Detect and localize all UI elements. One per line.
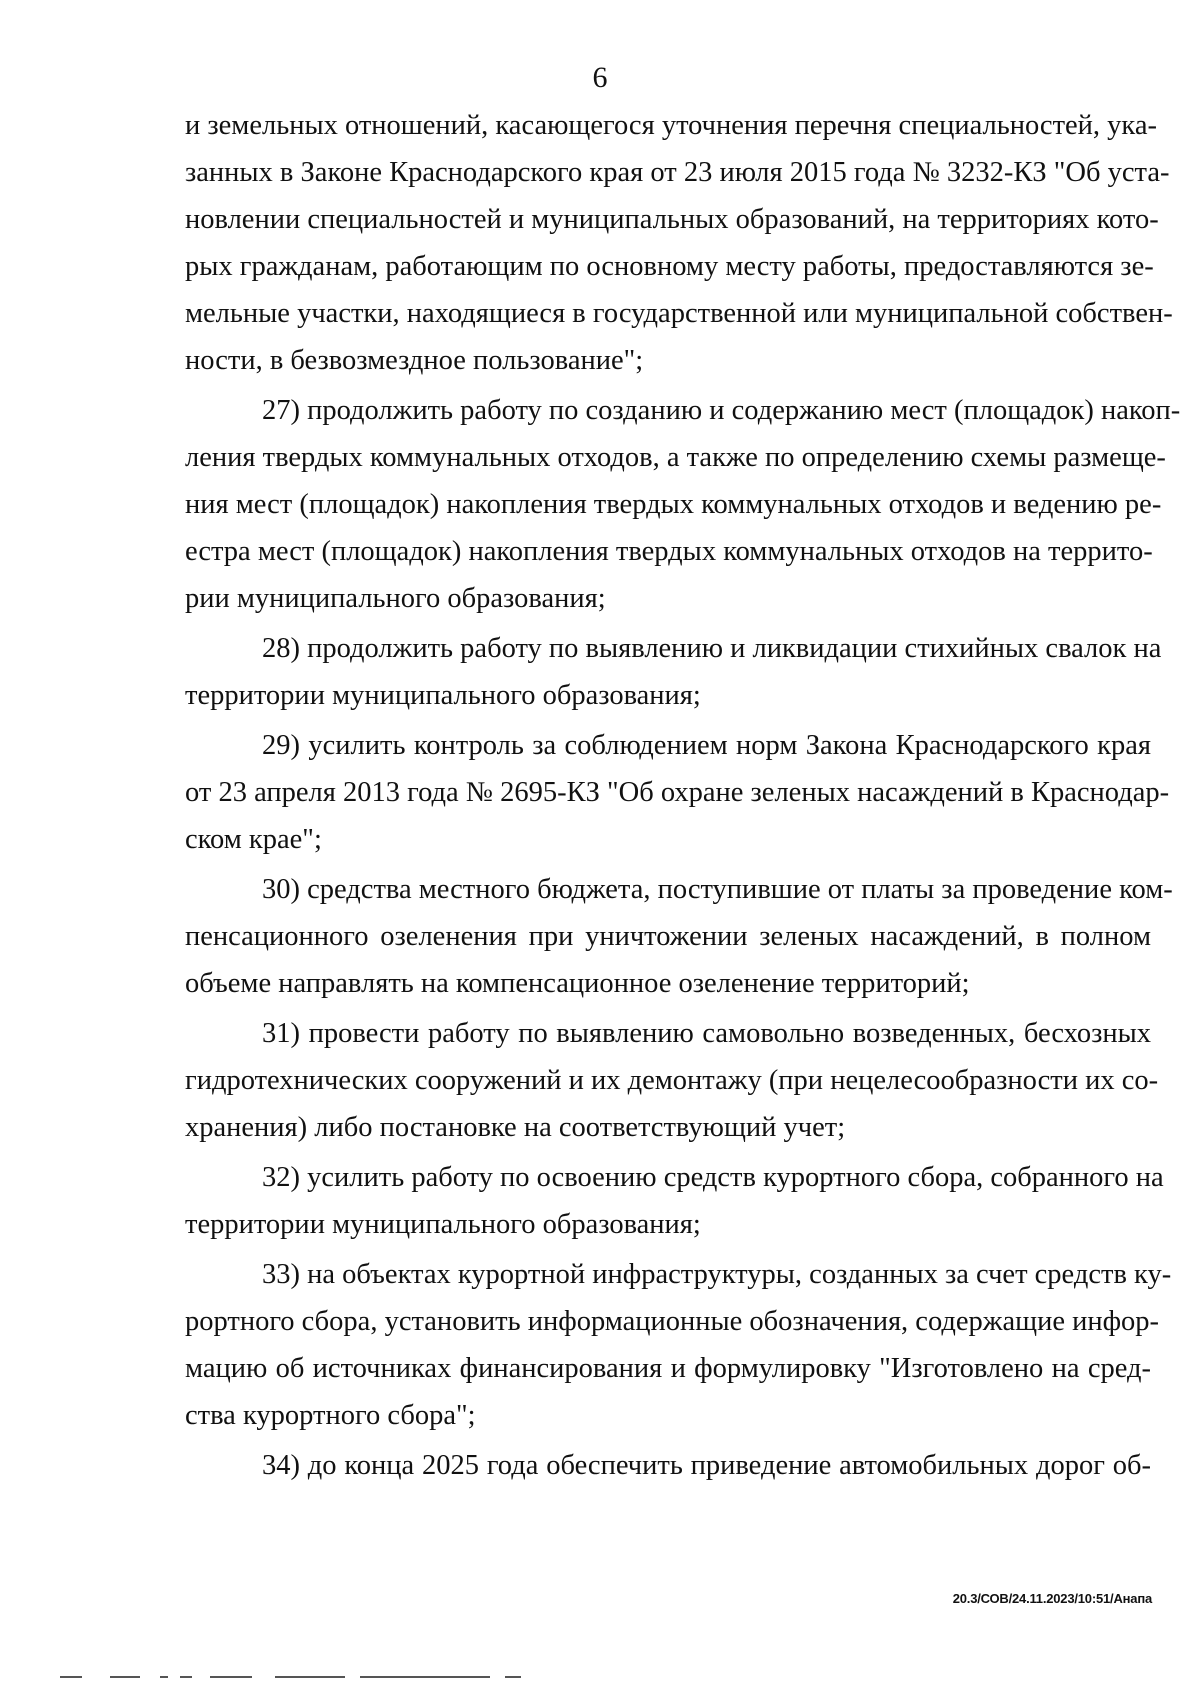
paragraph-28-start: 28) продолжить работу по выявлению и ликвидации стихийных свалок на — [262, 633, 1162, 664]
text-line: хранения) либо постановке на соответствующий учет; — [185, 1112, 846, 1143]
paragraph-31-start: 31) провести работу по выявлению самовольно возведенных, бесхозных — [262, 1018, 1151, 1049]
text-line: ления твердых коммунальных отходов, а также по определению схемы размеще- — [185, 442, 1166, 473]
text-line: мельные участки, находящиеся в государственной или муниципальной собствен- — [185, 298, 1173, 329]
text-line: рортного сбора, установить информационные обозначения, содержащие инфор- — [185, 1306, 1160, 1337]
text-line: занных в Законе Краснодарского края от 23 июля 2015 года № 3232-КЗ "Об уста- — [185, 157, 1170, 188]
text-line: ства курортного сбора"; — [185, 1400, 476, 1431]
text-line: естра мест (площадок) накопления твердых коммунальных отходов на террито- — [185, 536, 1153, 567]
text-line: территории муниципального образования; — [185, 1209, 701, 1240]
paragraph-34-start: 34) до конца 2025 года обеспечить приведение автомобильных дорог об- — [262, 1450, 1151, 1481]
text-line: объеме направлять на компенсационное озеленение территорий; — [185, 968, 970, 999]
paragraph-27-start: 27) продолжить работу по созданию и содержанию мест (площадок) накоп- — [262, 395, 1181, 426]
page-number: 6 — [592, 61, 608, 94]
text-line: рых гражданам, работающим по основному месту работы, предоставляются зе- — [185, 251, 1154, 282]
text-line: мацию об источниках финансирования и формулировку "Изготовлено на сред- — [185, 1353, 1151, 1384]
document-body — [185, 102, 1181, 1489]
text-line: пенсационного озеленения при уничтожении зеленых насаждений, в полном — [185, 921, 1151, 952]
text-line: ском крае"; — [185, 824, 322, 855]
paragraph-33-start: 33) на объектах курортной инфраструктуры, созданных за счет средств ку- — [262, 1259, 1172, 1290]
text-line: и земельных отношений, касающегося уточнения перечня специальностей, ука- — [185, 110, 1157, 141]
paragraph-29-start: 29) усилить контроль за соблюдением норм Закона Краснодарского края — [262, 730, 1151, 761]
document-registration-code: 20.3/СОВ/24.11.2023/10:51/Анапа — [952, 1591, 1152, 1606]
text-line: рии муниципального образования; — [185, 583, 606, 614]
text-line: новлении специальностей и муниципальных образований, на территориях кото- — [185, 204, 1159, 235]
text-line: ности, в безвозмездное пользование"; — [185, 345, 644, 376]
text-line: территории муниципального образования; — [185, 680, 701, 711]
scan-edge-marks — [60, 1676, 580, 1680]
text-line: ния мест (площадок) накопления твердых коммунальных отходов и ведению ре- — [185, 489, 1162, 520]
paragraph-30-start: 30) средства местного бюджета, поступившие от платы за проведение ком- — [262, 874, 1173, 905]
paragraph-32-start: 32) усилить работу по освоению средств курортного сбора, собранного на — [262, 1162, 1164, 1193]
text-line: гидротехнических сооружений и их демонтажу (при нецелесообразности их со- — [185, 1065, 1159, 1096]
text-line: от 23 апреля 2013 года № 2695-КЗ "Об охране зеленых насаждений в Краснодар- — [185, 777, 1170, 808]
